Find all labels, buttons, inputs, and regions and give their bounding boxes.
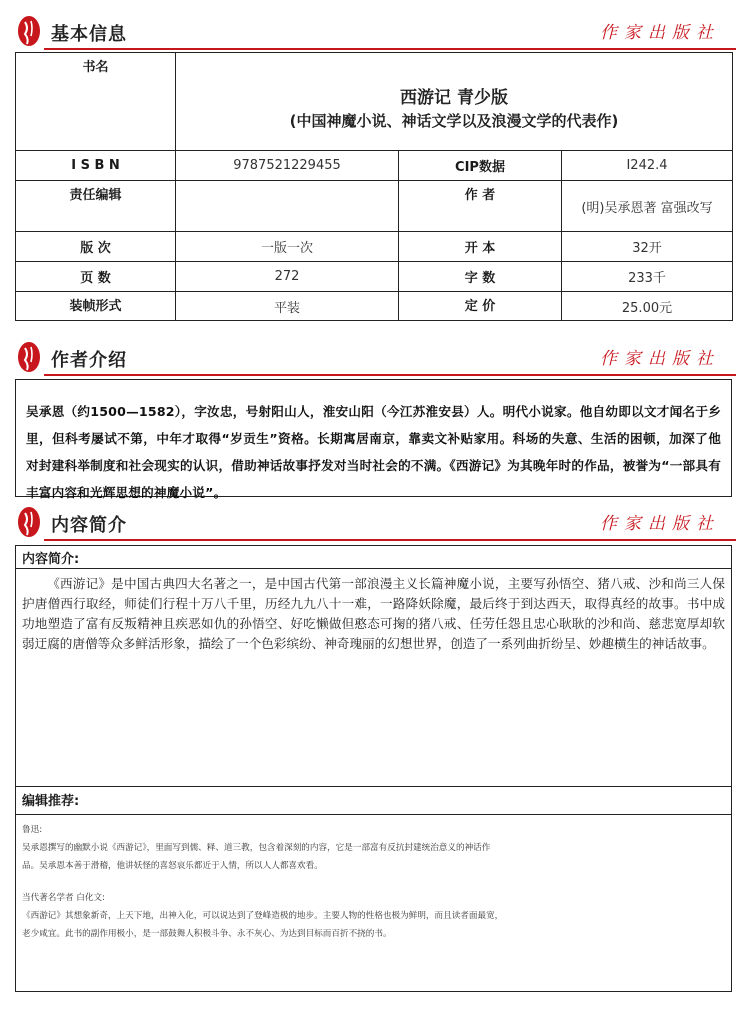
isbn-label: I S B N — [16, 151, 176, 181]
book-subtitle: (中国神魔小说、神话文学以及浪漫文学的代表作) — [289, 111, 619, 130]
format-value: 32开 — [562, 232, 733, 262]
red-seal-icon — [16, 505, 42, 539]
section-rule — [44, 48, 736, 50]
book-title: 西游记 青少版 — [400, 87, 508, 108]
words-label: 字 数 — [399, 262, 562, 292]
section-header-basic-info — [14, 12, 736, 50]
binding-label: 装帧形式 — [16, 292, 176, 321]
cip-value: I242.4 — [562, 151, 733, 181]
author-label: 作 者 — [399, 181, 562, 232]
recommend-quote-line: 品。吴承恩本善于滑稽，他讲妖怪的喜怒哀乐都近于人情，所以人人都喜欢看。 — [22, 861, 323, 871]
section-rule — [44, 374, 736, 376]
editor-label: 责任编辑 — [16, 181, 176, 232]
author-value: (明)吴承恩著 富强改写 — [562, 181, 733, 232]
section-title: 作者介绍 — [51, 350, 127, 371]
isbn-value: 9787521229455 — [176, 151, 399, 181]
section-rule — [44, 539, 736, 541]
author-intro-text: 吴承恩（约1500—1582），字汝忠，号射阳山人，淮安山阳（今江苏淮安县）人。明代小说家。他自幼即以文才闻名于乡里，但科考屡试不第，中年才取得“岁贡生”资格。长期寓居南京，靠卖文补贴家用。科场的失意、生活的困顿，加深了他对封建科举制度和社会现实的认识，借助神话故事抒发对当时社会的不满。《西游记》为其晚年时的作品，被誉为“一部具有丰富内容和光辉思想的神魔小说”。 — [26, 404, 721, 500]
content-box — [15, 545, 732, 992]
publisher-brand: 作家出版社 — [600, 514, 720, 534]
summary-divider — [16, 568, 731, 569]
editor-value — [176, 181, 399, 232]
pages-label: 页 数 — [16, 262, 176, 292]
edition-label: 版 次 — [16, 232, 176, 262]
section-header-content — [14, 503, 736, 541]
red-seal-icon — [16, 14, 42, 48]
section-title: 基本信息 — [51, 24, 127, 45]
pages-value: 272 — [176, 262, 399, 292]
recommend-quote-line: 吴承恩撰写的幽默小说《西游记》，里面写到儒、释、道三教，包含着深刻的内容，它是一部富有反抗封建统治意义的神话作 — [22, 843, 491, 853]
recommend-quote-line: 《西游记》其想象新奇，上天下地，出神入化，可以说达到了登峰造极的地步。主要人物的性格也极为鲜明，而且读者面最宽， — [22, 911, 504, 921]
title-cell — [176, 53, 733, 151]
words-value: 233千 — [562, 262, 733, 292]
price-value: 25.00元 — [562, 292, 733, 321]
recommend-divider-top — [16, 786, 731, 787]
summary-label: 内容简介: — [22, 552, 80, 567]
spacer — [22, 875, 701, 889]
recommend-quote-line: 老少咸宜。此书的副作用极小，是一部鼓舞人积极斗争、永不灰心、为达到目标而百折不挠的书。 — [22, 929, 392, 939]
red-seal-icon — [16, 340, 42, 374]
publisher-brand: 作家出版社 — [600, 23, 720, 43]
edition-value: 一版一次 — [176, 232, 399, 262]
summary-text: 《西游记》是中国古典四大名著之一，是中国古代第一部浪漫主义长篇神魔小说，主要写孙悟空、猪八戒、沙和尚三人保护唐僧西行取经，师徒们行程十万八千里，历经九九八十一难，一路降妖除魔，最后终于到达西天，取得真经的故事。书中成功地塑造了富有反叛精神且疾恶如仇的孙悟空、好吃懒做但憨态可掬的猪八戒、任劳任怨且忠心耿耿的沙和尚、慈悲宽厚却软弱迂腐的唐僧等众多鲜活形象，描绘了一个色彩缤纷、神奇瑰丽的幻想世界，创造了一系列曲折纷呈、妙趣横生的神话故事。 — [22, 576, 725, 651]
publisher-brand: 作家出版社 — [600, 349, 720, 369]
title-label: 书名 — [16, 53, 176, 151]
format-label: 开 本 — [399, 232, 562, 262]
price-label: 定 价 — [399, 292, 562, 321]
recommend-divider-bottom — [16, 814, 731, 815]
author-intro-box — [15, 379, 732, 500]
recommender-name: 当代著名学者 白化文: — [22, 893, 105, 903]
binding-value: 平装 — [176, 292, 399, 321]
section-header-author — [14, 338, 736, 376]
section-title: 内容简介 — [51, 515, 127, 536]
recommend-label: 编辑推荐: — [22, 794, 80, 809]
recommender-name: 鲁迅: — [22, 825, 43, 835]
book-info-table — [15, 52, 733, 321]
recommend-body — [22, 821, 701, 943]
cip-label: CIP数据 — [399, 151, 562, 181]
